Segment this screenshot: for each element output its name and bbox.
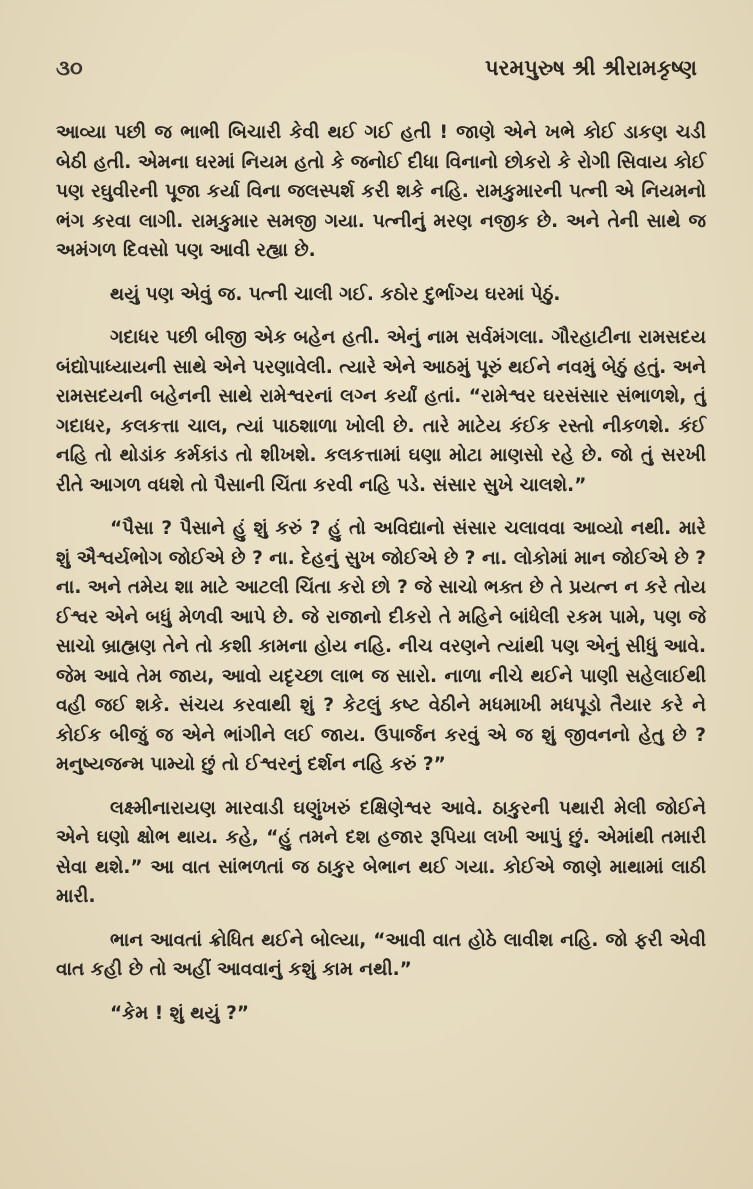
paragraph: ગદાધર પછી બીજી એક બહેન હતી. એનું નામ સર્વમંગલા. ગૌરહાટીના રામસદય બંદ્યોપાધ્યાયની સાથે એને પરણાવેલી. ત્યારે એને આઠમું પૂરું થઈને નવમું બેઠું હતું. અને રામસદયની બહેનની સાથે રામેશ્વરનાં લગ્ન કર્યાં હતાં. “રામેશ્વર ઘરસંસાર સંભાળશે, તું ગદાધર, કલકત્તા ચાલ, ત્યાં પાઠશાળા ખોલી છે. તારે માટેય કંઈક રસ્તો નીકળશે. કંઈ નહિ તો થોડાંક કર્મકાંડ તો શીખશે. કલકત્તામાં ઘણા મોટા માણસો રહે છે. જો તું સરખી રીતે આગળ વધશે તો પૈસાની ચિંતા કરવી નહિ પડે. સંસાર સુખે ચાલશે.” xyxy=(56,327,706,496)
paragraph: લક્ષ્મીનારાયણ મારવાડી ઘણુંખરું દક્ષિણેશ્વર આવે. ઠાકુરની પથારી મેલી જોઈને એને ઘણો ક્ષોભ થાય. કહે, “હું તમને દશ હજાર રૂપિયા લખી આપું છું. એમાંથી તમારી સેવા થશે.” આ વાત સાંભળતાં જ ઠાકુર બેભાન થઈ ગયા. કોઈએ જાણે માથામાં લાઠી મારી. xyxy=(56,797,706,907)
paragraph: ભાન આવતાં ક્રોધિત થઈને બોલ્યા, “આવી વાત હોઠે લાવીશ નહિ. જો ફરી એવી વાત કહી છે તો અહીં આવવાનું કશું કામ નથી.” xyxy=(56,929,706,980)
paragraph: “પૈસા ? પૈસાને હું શું કરું ? હું તો અવિદ્યાનો સંસાર ચલાવવા આવ્યો નથી. મારે શું ઐશ્વર્યભોગ જોઈએ છે ? ના. દેહનું સુખ જોઈએ છે ? ના. લોકોમાં માન જોઈએ છે ? ના. અને તમેય શા માટે આટલી ચિંતા કરો છો ? જે સાચો ભક્ત છે તે પ્રયત્ન ન કરે તોય ઈશ્વર એને બધું મેળવી આપે છે. જે રાજાનો દીકરો તે મહિને બાંધેલી રકમ પામે, પણ જે સાચો બ્રાહ્મણ તેને તો કશી કામના હોય નહિ. નીચ વરણને ત્યાંથી પણ એનું સીધું આવે. જેમ આવે તેમ જાય, આવો યદૃચ્છા લાભ જ સારો. નાળા નીચે થઈને પાણી સહેલાઈથી વહી જઈ શકે. સંચય કરવાથી શું ? કેટલું કષ્ટ વેઠીને મધમાખી મધપૂડો તૈયાર કરે ને કોઈક બીજું જ એને ભાંગીને લઈ જાય. ઉપાર્જન કરવું એ જ શું જીવનનો હેતુ છે ? મનુષ્યજન્મ પામ્યો છું તો ઈશ્વરનું દર્શન નહિ કરું ?” xyxy=(56,518,706,775)
running-head: પરમપુરુષ શ્રી શ્રીરામકૃષ્ણ xyxy=(484,56,697,80)
paragraph: “કેમ ! શું થયું ?” xyxy=(110,1002,249,1024)
page-header xyxy=(56,56,697,90)
body-text xyxy=(56,118,706,1042)
page-number: ૩૦ xyxy=(56,56,83,80)
paragraph: આવ્યા પછી જ ભાભી બિચારી કેવી થઈ ગઈ હતી ! જાણે એને ખભે કોઈ ડાકણ ચડી બેઠી હતી. એમના ઘરમાં નિયમ હતો કે જનોઈ દીધા વિનાનો છોકરો કે રોગી સિવાય કોઈ પણ રઘુવીરની પૂજા કર્યા વિના જલસ્પર્શ કરી શકે નહિ. રામકુમારની પત્ની એ નિયમનો ભંગ કરવા લાગી. રામકુમાર સમજી ગયા. પત્નીનું મરણ નજીક છે. અને તેની સાથે જ અમંગળ દિવસો પણ આવી રહ્યા છે. xyxy=(56,122,706,261)
paragraph: થયું પણ એવું જ. પત્ની ચાલી ગઈ. કઠોર દુર્ભાગ્ય ઘરમાં પેઠું. xyxy=(110,283,561,305)
